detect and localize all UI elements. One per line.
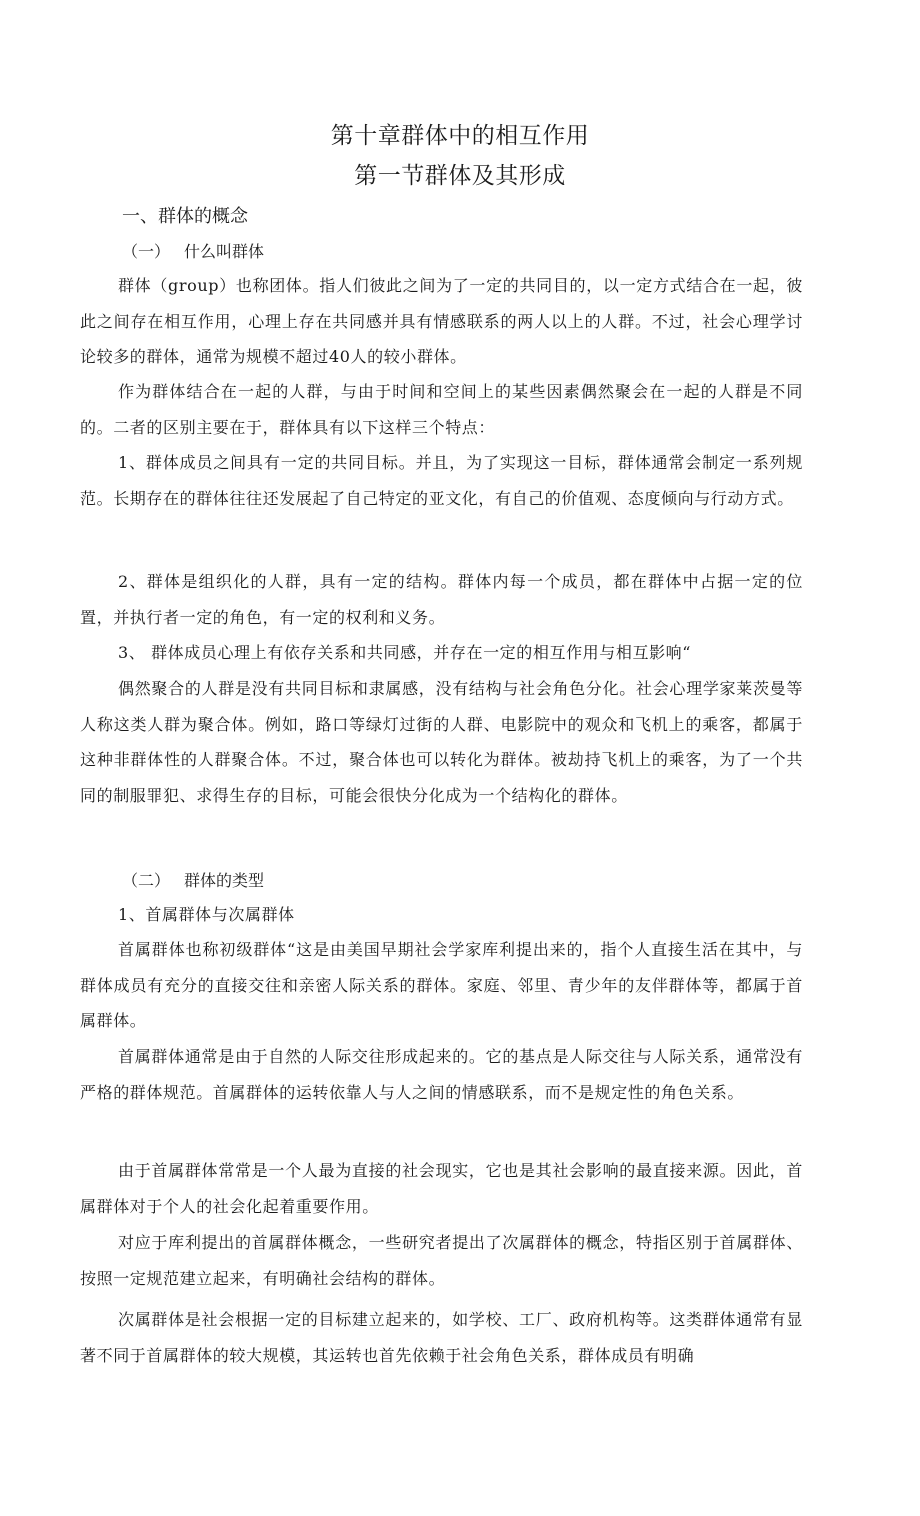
paragraph-secondary-concept: 对应于库利提出的首属群体概念，一些研究者提出了次属群体的概念，特指区别于首属群体、按照一定规范建立起来，有明确社会结构的群体。 <box>80 1233 803 1288</box>
paragraph-feature-2: 2、群体是组织化的人群，具有一定的结构。群体内每一个成员，都在群体中占据一定的位置，并执行者一定的角色，有一定的权利和义务。 <box>80 572 803 627</box>
heading-concept: 一、群体的概念 <box>122 206 248 227</box>
paragraph-aggregate: 偶然聚合的人群是没有共同目标和隶属感，没有结构与社会角色分化。社会心理学家莱茨曼等人称这类人群为聚合体。例如，路口等绿灯过街的人群、电影院中的观众和飞机上的乘客，都属于这种非群体性的人群聚合体。不过，聚合体也可以转化为群体。被劫持飞机上的乘客，为了一个共同的制服罪犯、求得生存的目标，可能会很快分化成为一个结构化的群体。 <box>80 679 803 805</box>
paragraph-primary-group: 首属群体也称初级群体“这是由美国早期社会学家库利提出来的，指个人直接生活在其中，与群体成员有充分的直接交往和亲密人际关系的群体。家庭、邻里、青少年的友伴群体等，都属于首属群体。 <box>80 940 803 1030</box>
paragraph-group-vs-crowd: 作为群体结合在一起的人群，与由于时间和空间上的某些因素偶然聚会在一起的人群是不同的。二者的区别主要在于，群体具有以下这样三个特点： <box>80 382 803 437</box>
paragraph-feature-3: 3、 群体成员心理上有依存关系和共同感，并存在一定的相互作用与相互影响“ <box>118 643 692 662</box>
item-heading-primary-secondary: 1、首属群体与次属群体 <box>118 905 295 924</box>
paragraph-secondary-group: 次属群体是社会根据一定的目标建立起来的，如学校、工厂、政府机构等。这类群体通常有显著不同于首属群体的较大规模，其运转也首先依赖于社会角色关系，群体成员有明确 <box>80 1310 803 1365</box>
paragraph-primary-influence: 由于首属群体常常是一个人最为直接的社会现实，它也是其社会影响的最直接来源。因此，首属群体对于个人的社会化起着重要作用。 <box>80 1161 803 1216</box>
subheading-number: （二） <box>122 871 171 890</box>
paragraph-feature-1: 1、群体成员之间具有一定的共同目标。并且，为了实现这一目标，群体通常会制定一系列规范。长期存在的群体往往还发展起了自己特定的亚文化，有自己的价值观、态度倾向与行动方式。 <box>80 453 803 508</box>
section-title: 第一节群体及其形成 <box>354 163 566 189</box>
paragraph-group-definition: 群体（group）也称团体。指人们彼此之间为了一定的共同目的，以一定方式结合在一起，彼此之间存在相互作用，心理上存在共同感并具有情感联系的两人以上的人群。不过，社会心理学讨论较多的群体，通常为规模不超过40人的较小群体。 <box>80 276 803 366</box>
subheading-text: 什么叫群体 <box>184 242 265 261</box>
subheading-group-types <box>122 868 264 891</box>
subheading-number: （一） <box>122 242 171 261</box>
paragraph-primary-formation: 首属群体通常是由于自然的人际交往形成起来的。它的基点是人际交往与人际关系，通常没有严格的群体规范。首属群体的运转依靠人与人之间的情感联系，而不是规定性的角色关系。 <box>80 1047 803 1102</box>
subheading-what-is-group <box>122 239 264 262</box>
subheading-text: 群体的类型 <box>184 871 265 890</box>
chapter-title: 第十章群体中的相互作用 <box>330 123 590 149</box>
